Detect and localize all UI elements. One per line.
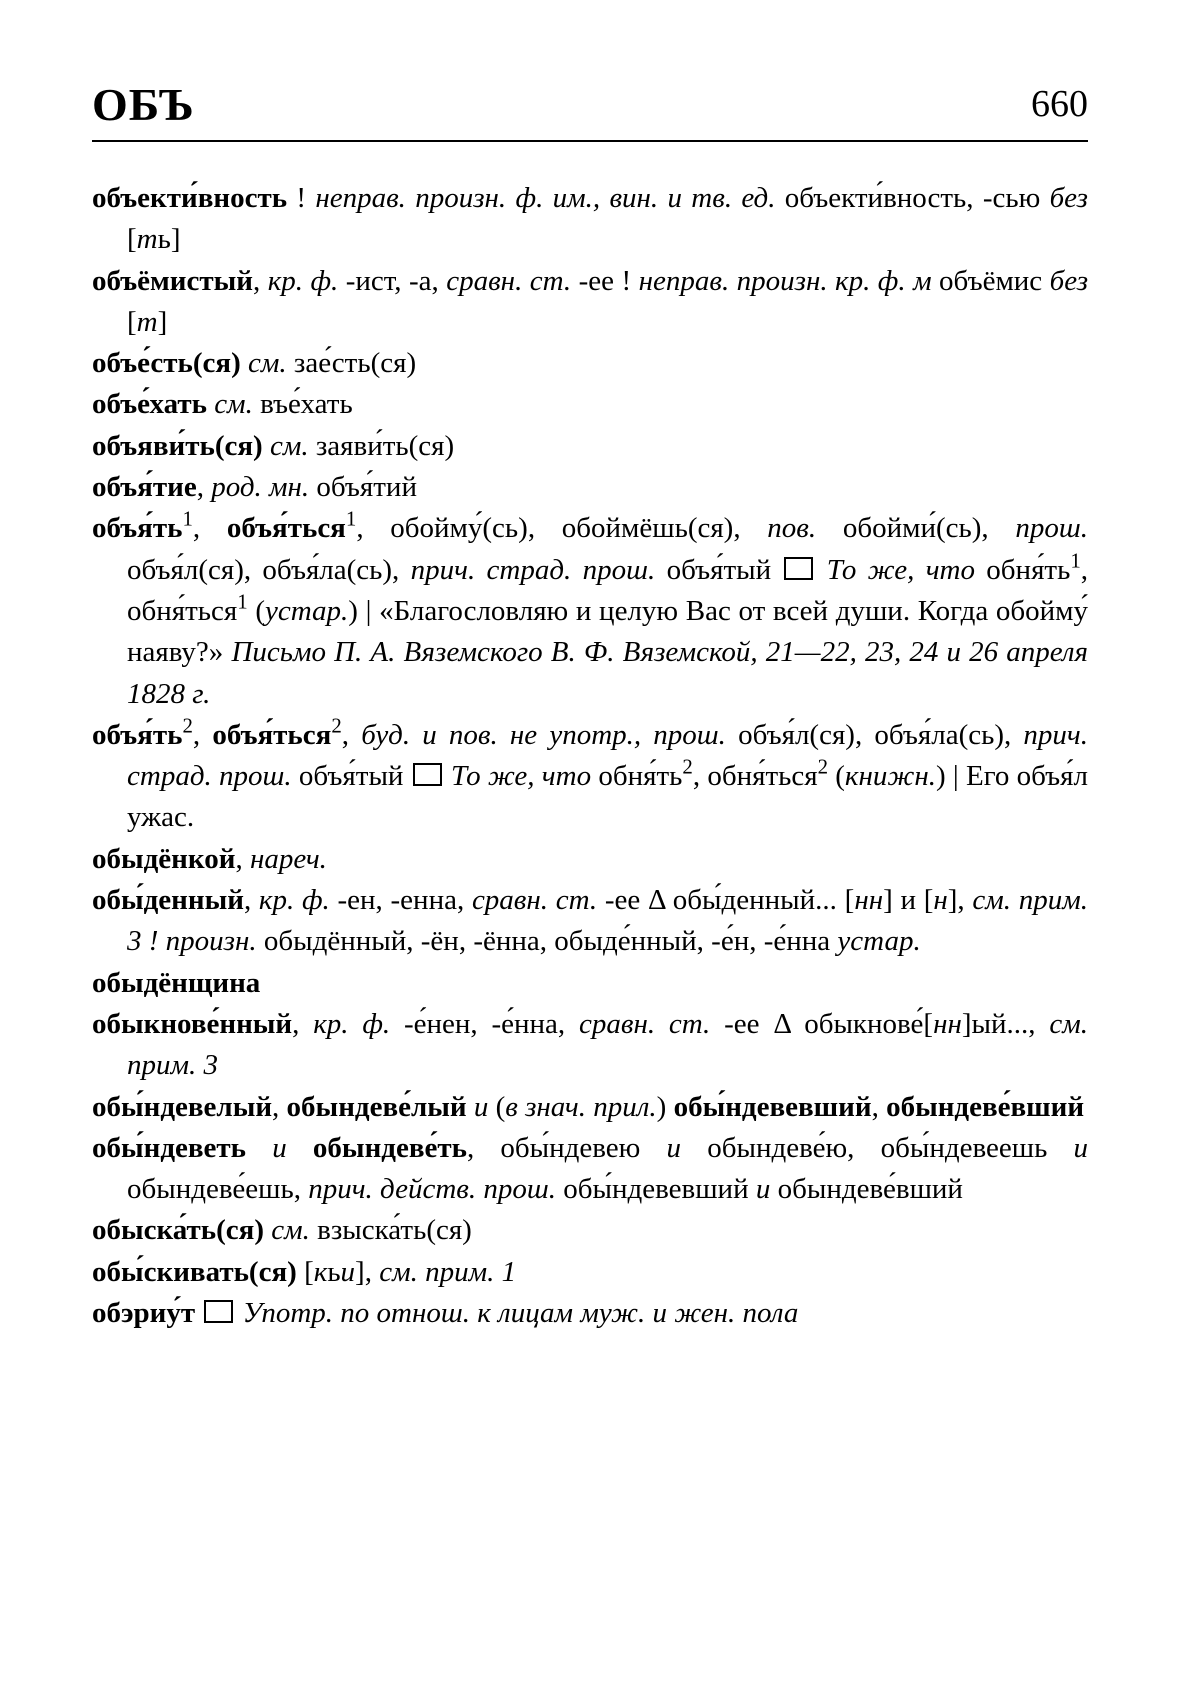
entry-text: , <box>292 1007 314 1040</box>
label-text: см. прим. 3 ! произн. <box>127 884 1088 958</box>
label-text: род. мн. <box>211 471 310 504</box>
page-header <box>92 78 1088 142</box>
entry-text: взыска́ть(ся) <box>309 1214 472 1247</box>
label-text: Употр. по отнош. к лицам муж. и жен. пола <box>242 1297 799 1330</box>
entry-text: -е́нен, -е́нна, <box>390 1007 579 1040</box>
label-text: кр. ф. <box>258 884 330 917</box>
label-text: без <box>1049 264 1089 297</box>
homonym-index: 2 <box>182 713 193 738</box>
headword-text: объе́сть(ся) <box>92 347 241 380</box>
label-text: т <box>136 223 158 256</box>
entry-text: обыдённый, -ён, -ённа, обыде́нный, -е́н, -е́нна <box>256 925 838 958</box>
label-text: книжн. <box>844 760 936 793</box>
label-text: и <box>755 1173 771 1206</box>
label-text: прич. страд. прош. <box>127 718 1088 793</box>
entry-text: , обня́ться <box>127 553 1089 627</box>
entry-text: объя́л(ся), объя́ла(сь), <box>725 718 1024 751</box>
dictionary-entry <box>92 1128 1088 1211</box>
dictionary-entry <box>92 1210 1088 1251</box>
headword-text: обындеве́вший <box>886 1090 1085 1123</box>
dictionary-entry <box>92 963 1088 1004</box>
label-text: см. <box>248 347 287 380</box>
square-box-icon <box>204 1300 233 1323</box>
label-text: кр. ф. <box>313 1007 391 1040</box>
entries-list <box>92 178 1088 1334</box>
entry-text: , <box>196 471 212 504</box>
headword-text: обы́ндевевший <box>673 1090 872 1123</box>
entry-text: , <box>243 884 259 917</box>
label-text: прич. действ. прош. <box>308 1173 556 1206</box>
headword-text: обы́ндеветь <box>92 1131 247 1164</box>
homonym-index: 2 <box>331 713 342 738</box>
entry-text <box>287 1132 313 1164</box>
headword-text: объя́ть <box>92 718 183 751</box>
label-text: и <box>340 1255 356 1288</box>
entry-text: ] <box>157 305 168 338</box>
entry-text: -ее Δ обы́денный... [ <box>597 884 855 917</box>
entry-text: , <box>272 1090 287 1123</box>
headword-text: объя́ть <box>92 512 183 545</box>
entry-text <box>235 1297 242 1329</box>
label-text: нареч. <box>249 842 327 875</box>
entry-text: , <box>871 1090 887 1123</box>
entry-text: ) | «Благословляю и целую Вас от всей души. Когда обойму́ наяву?» <box>127 594 1088 669</box>
dictionary-entry <box>92 343 1088 384</box>
entry-text: , обня́ться <box>692 760 818 793</box>
headword-text: обы́ндевелый <box>92 1090 273 1123</box>
entry-text: ь] <box>157 223 181 256</box>
homonym-index: 1 <box>237 589 248 614</box>
entry-text <box>246 1132 272 1164</box>
page-number: 660 <box>1031 83 1088 125</box>
label-text: устар. <box>265 594 349 627</box>
entry-text: ], <box>947 884 973 917</box>
entry-text: , <box>341 718 362 751</box>
label-text: прич. страд. прош. <box>410 553 656 586</box>
headword-text: объяви́ть(ся) <box>92 429 263 462</box>
entry-text: объя́л(ся), объя́ла(сь), <box>127 553 411 586</box>
square-box-icon <box>413 763 442 786</box>
entry-text: объя́тий <box>309 471 417 504</box>
entry-text: обойми́(сь), <box>816 512 1016 545</box>
label-text: без <box>1049 182 1088 214</box>
label-text: сравн. ст. <box>471 884 598 917</box>
entry-text: обня́ть <box>591 760 683 793</box>
headword-text: объекти́вность <box>92 182 288 214</box>
entry-text <box>263 430 270 462</box>
entry-text <box>467 1091 474 1123</box>
entry-text: -ист, -а, <box>338 264 447 297</box>
label-text: нн <box>854 884 884 917</box>
entry-text: , обойму́(сь), обоймёшь(ся), <box>356 512 768 545</box>
label-text: см. <box>271 1214 310 1247</box>
label-text: см. <box>269 429 309 462</box>
dictionary-entry <box>92 508 1088 714</box>
entry-text: ! <box>287 182 316 214</box>
entry-text: объекти́вность, -сью <box>775 182 1050 214</box>
headword-text: объе́хать <box>92 388 207 421</box>
label-text: неправ. произн. ф. им., вин. и тв. ед. <box>315 182 776 214</box>
headword-text: обындеве́ть <box>312 1131 467 1164</box>
headword-text: обы́скивать(ся) <box>92 1255 297 1288</box>
headword-text: обэриу́т <box>92 1297 196 1330</box>
entry-text: -ее ! <box>571 264 639 297</box>
label-text: кр. ф. <box>267 264 339 297</box>
entry-text: , <box>253 264 268 297</box>
homonym-index: 1 <box>1070 548 1081 573</box>
entry-text: объя́тый <box>291 760 411 793</box>
entry-text: ь <box>327 1255 341 1288</box>
entry-text: ]ый..., <box>961 1007 1050 1040</box>
homonym-index: 1 <box>345 506 357 531</box>
entry-text: ], <box>355 1255 380 1288</box>
dictionary-entry <box>92 1087 1088 1128</box>
dictionary-entry <box>92 261 1088 344</box>
headword-text: объя́ться <box>226 512 346 545</box>
dictionary-entry <box>92 1004 1088 1087</box>
label-text: То же, что <box>826 553 975 586</box>
dictionary-entry <box>92 1252 1088 1293</box>
entry-text: -ее Δ обыкнове́[ <box>710 1007 934 1040</box>
dictionary-entry <box>92 715 1088 839</box>
headword-text: обындеве́лый <box>286 1090 467 1123</box>
label-text: нн <box>933 1007 962 1040</box>
headword-text: объя́тие <box>92 471 197 504</box>
label-text: т <box>136 305 158 338</box>
label-text: см. прим. 1 <box>379 1255 517 1288</box>
label-text: Письмо П. А. Вяземского В. Ф. Вяземской, 21—22, 23, 24 и 26 апреля 1828 г. <box>127 636 1088 710</box>
entry-text: ) | Его объя́л ужас. <box>127 760 1088 834</box>
entry-text: обындеве́вший <box>770 1173 963 1206</box>
headword-text: объя́ться <box>212 718 332 751</box>
headword-text: обы́денный <box>92 884 244 917</box>
entry-text: въе́хать <box>252 388 353 421</box>
running-headword: ОБЪ <box>92 79 195 130</box>
label-text: и <box>272 1131 287 1164</box>
dictionary-entry <box>92 880 1088 963</box>
entry-text: -ен, -енна, <box>329 884 472 917</box>
dictionary-entry <box>92 1293 1088 1334</box>
entry-text: [ <box>296 1255 314 1288</box>
label-text: и <box>473 1090 489 1123</box>
homonym-index: 2 <box>817 754 828 779</box>
dictionary-entry <box>92 178 1088 261</box>
label-text: пов. <box>767 512 817 545</box>
entry-text: ) <box>656 1090 674 1123</box>
label-text: сравн. ст. <box>446 264 572 297</box>
homonym-index: 1 <box>182 506 193 531</box>
headword-text: обыкнове́нный <box>92 1007 293 1040</box>
entry-text: заяви́ть(ся) <box>308 429 455 462</box>
label-text: неправ. произн. кр. ф. м <box>638 264 932 297</box>
dictionary-entry <box>92 467 1088 508</box>
entry-text: обы́ндевевший <box>556 1173 756 1206</box>
headword-text: обыдёнщина <box>92 966 261 999</box>
entry-text <box>444 760 451 792</box>
dictionary-entry <box>92 426 1088 467</box>
entry-text: , <box>235 842 250 875</box>
entry-text: , обы́ндевею <box>466 1131 667 1164</box>
entry-text: зае́сть(ся) <box>286 347 417 380</box>
entry-text: ( <box>488 1090 506 1123</box>
label-text: см. прим. 3 <box>127 1007 1088 1082</box>
entry-text: ( <box>828 760 845 793</box>
label-text: в знач. прил. <box>505 1090 657 1123</box>
square-box-icon <box>784 557 813 580</box>
label-text: см. <box>214 388 253 421</box>
entry-text <box>195 1297 202 1329</box>
entry-text: , <box>192 512 227 545</box>
label-text: к <box>313 1255 328 1288</box>
label-text: буд. и пов. не употр., прош. <box>361 718 726 751</box>
headword-text: обыска́ть(ся) <box>92 1214 264 1247</box>
headword-text: обыдёнкой <box>92 842 236 875</box>
label-text: прош. <box>1015 512 1088 545</box>
headword-text: объёмистый <box>92 264 253 297</box>
entry-text <box>241 347 248 379</box>
dictionary-entry <box>92 384 1088 425</box>
entry-text: обня́ть <box>974 553 1071 586</box>
label-text: и <box>666 1131 682 1164</box>
entry-text: обындеве́ю, обы́ндевеешь <box>681 1131 1074 1164</box>
label-text: устар. <box>837 925 921 958</box>
entry-text: объёмис <box>931 264 1050 297</box>
entry-text: объя́тый <box>655 553 783 586</box>
label-text: и <box>1073 1131 1089 1164</box>
entry-text: , <box>192 718 213 751</box>
entry-text: ( <box>247 594 265 627</box>
entry-text <box>815 554 826 586</box>
entry-text: ] и [ <box>883 884 934 917</box>
label-text: То же, что <box>450 760 592 793</box>
label-text: сравн. ст. <box>578 1007 711 1040</box>
entry-text: обындеве́ешь, <box>127 1173 309 1206</box>
entry-text: [ <box>127 223 137 256</box>
label-text: н <box>933 884 948 917</box>
dictionary-entry <box>92 839 1088 880</box>
homonym-index: 2 <box>682 754 693 779</box>
entry-text: [ <box>127 305 137 338</box>
